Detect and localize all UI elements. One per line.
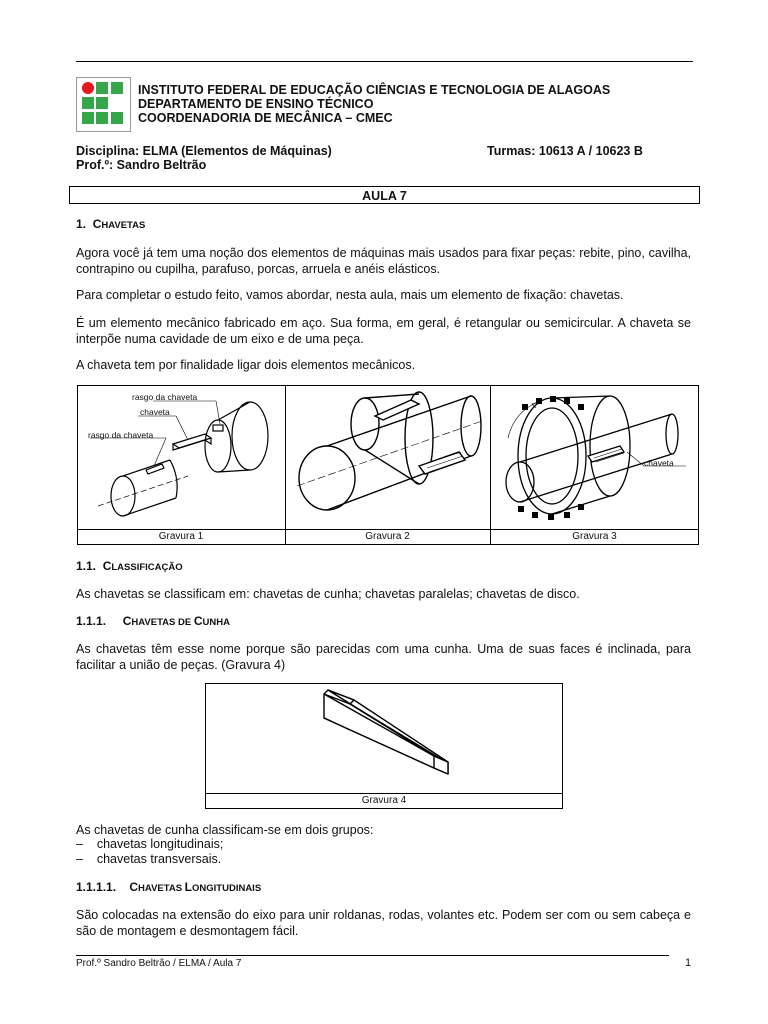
label-chaveta-3: chaveta — [644, 458, 674, 468]
list-item-2: – chavetas transversais. — [76, 852, 222, 866]
paragraph-5: As chavetas se classificam em: chavetas de cunha; chavetas paralelas; chavetas de disco. — [76, 587, 580, 601]
paragraph-1: Agora você já tem uma noção dos elementos de máquinas mais usados para fixar peças: rebite, pino, cavilha, contrapino ou cupilha, parafuso, porcas, arruela e anéis elásticos. — [76, 246, 691, 276]
label-rasgo-left: rasgo da chaveta — [88, 430, 154, 440]
header-line-1: INSTITUTO FEDERAL DE EDUCAÇÃO CIÊNCIAS E TECNOLOGIA DE ALAGOAS — [138, 83, 611, 97]
lesson-title: AULA 7 — [362, 189, 407, 203]
section-1-1-1-1-heading: 1.1.1.1. CHAVETAS LONGITUDINAIS — [76, 880, 262, 894]
classes: Turmas: 10613 A / 10623 B — [487, 144, 643, 158]
paragraph-3: É um elemento mecânico fabricado em aço. Sua forma, em geral, é retangular ou semicircular. A chaveta se interpõe numa cavidade de um eixo e de uma peça. — [76, 316, 691, 346]
paragraph-6: As chavetas têm esse nome porque são parecidas com uma cunha. Uma de suas faces é inclinada, para facilitar a união de peças. (Gravura 4) — [76, 642, 691, 672]
caption-divider — [77, 529, 699, 530]
header-line-3: COORDENADORIA DE MECÂNICA – CMEC — [138, 111, 393, 125]
gravura-4-drawing — [206, 684, 562, 792]
section-1-1-1-heading: 1.1.1. CHAVETAS DE CUNHA — [76, 614, 230, 628]
caption-gravura-3: Gravura 3 — [572, 531, 617, 542]
caption-gravura-4: Gravura 4 — [361, 795, 407, 806]
list-item-1: – chavetas longitudinais; — [76, 837, 224, 851]
label-rasgo-top: rasgo da chaveta — [132, 392, 198, 402]
institute-logo — [81, 81, 129, 129]
discipline: Disciplina: ELMA (Elementos de Máquinas) — [76, 144, 332, 158]
figure-divider-2 — [490, 385, 491, 545]
gravura-3-drawing — [492, 386, 698, 528]
gravura-1-drawing — [78, 386, 284, 528]
section-1-1-heading: 1.1. CLASSIFICAÇÃO — [76, 559, 183, 573]
teacher: Prof.º: Sandro Beltrão — [76, 158, 207, 172]
top-rule — [76, 61, 693, 62]
footer-text: Prof.º Sandro Beltrão / ELMA / Aula 7 — [76, 958, 242, 969]
paragraph-8: São colocadas na extensão do eixo para unir roldanas, rodas, volantes etc. Podem ser com ou sem cabeça e são de montagem e desmontagem fácil. — [76, 908, 691, 938]
figure-4-caption-divider — [205, 793, 563, 794]
footer-rule — [76, 955, 669, 956]
caption-gravura-1: Gravura 1 — [158, 531, 204, 542]
label-chaveta-1: chaveta — [140, 407, 170, 417]
gravura-2-drawing — [287, 386, 489, 528]
paragraph-4: A chaveta tem por finalidade ligar dois elementos mecânicos. — [76, 358, 416, 372]
section-1-heading: 1. CHAVETAS — [76, 217, 146, 231]
paragraph-7: As chavetas de cunha classificam-se em dois grupos: — [76, 823, 374, 837]
page-number: 1 — [685, 957, 692, 969]
figure-divider-1 — [285, 385, 286, 545]
caption-gravura-2: Gravura 2 — [365, 531, 410, 542]
header-line-2: DEPARTAMENTO DE ENSINO TÉCNICO — [138, 97, 374, 111]
lesson-title-bar — [69, 186, 700, 204]
paragraph-2: Para completar o estudo feito, vamos abordar, nesta aula, mais um elemento de fixação: chavetas. — [76, 288, 624, 302]
